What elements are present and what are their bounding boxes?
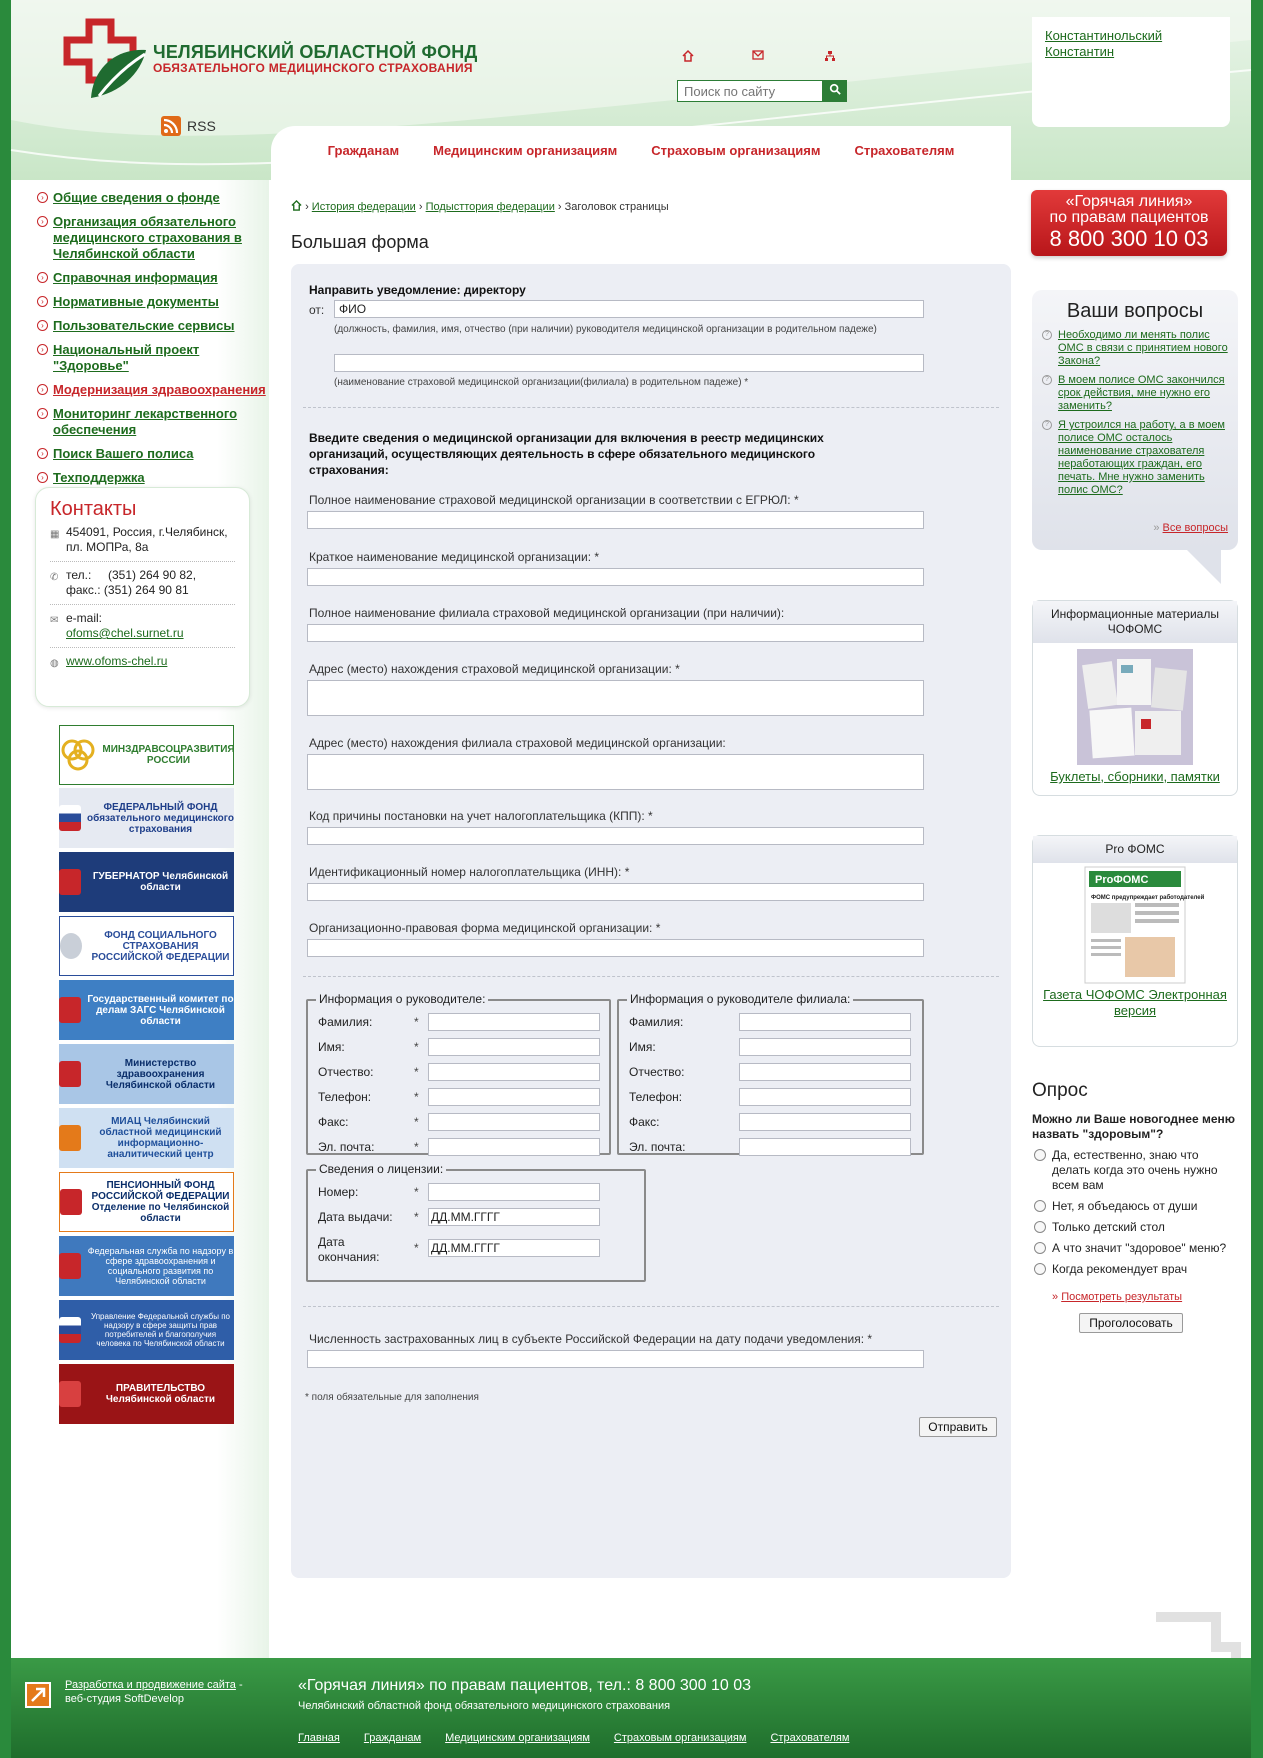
divider — [303, 1306, 999, 1307]
poll-option-label: А что значит "здоровое" меню? — [1052, 1241, 1227, 1255]
row-label: Эл. почта: — [318, 1140, 375, 1154]
site-link[interactable]: www.ofoms-chel.ru — [66, 654, 168, 668]
question-item — [1042, 329, 1228, 368]
contacts-title: Контакты — [50, 498, 137, 520]
required-star: * — [414, 1140, 419, 1154]
contacts-box — [35, 487, 250, 707]
arrow-icon: » — [1153, 522, 1160, 534]
from-label: от: — [309, 303, 325, 317]
divider — [303, 976, 999, 977]
info-materials-card — [1032, 600, 1238, 796]
banner-governor-text: ГУБЕРНАТОР Челябинской области — [92, 871, 229, 893]
coat-of-arms-icon — [59, 869, 81, 895]
footer-link-medical[interactable]: Медицинским организациям — [445, 1732, 590, 1744]
head-email-input[interactable] — [428, 1138, 600, 1156]
section-heading: Введите сведения о медицинской организации для включения в реестр медицинских организаций, осуществляющих деятельность в сфере обязательного медицинского страхования: — [309, 431, 824, 477]
footer-org: Челябинский областной фонд обязательного медицинского страхования — [298, 1700, 671, 1712]
leftnav-link-about[interactable]: Общие сведения о фонде — [53, 190, 220, 205]
leftnav-link-services[interactable]: Пользовательские сервисы — [53, 318, 235, 333]
banner-fss-text: ФОНД СОЦИАЛЬНОГО СТРАХОВАНИЯ РОССИЙСКОЙ ФЕДЕРАЦИИ — [91, 929, 230, 963]
required-star: * — [414, 1065, 419, 1079]
top-nav — [271, 126, 1011, 180]
banner-miac[interactable] — [59, 1108, 234, 1168]
banner-zags[interactable] — [59, 980, 234, 1040]
question-icon: ? — [1042, 375, 1052, 385]
hotline-title: «Горячая линия» — [1065, 193, 1193, 210]
f1-label: Полное наименование страховой медицинской организации в соответствии с ЕГРЮЛ: * — [309, 493, 799, 507]
results-icon: » — [1052, 1291, 1059, 1303]
right-column — [1032, 180, 1236, 1580]
vote-button[interactable]: Проголосовать — [1079, 1313, 1183, 1333]
all-questions — [1153, 522, 1228, 534]
brand-line-2: ОБЯЗАТЕЛЬНОГО МЕДИЦИНСКОГО СТРАХОВАНИЯ — [153, 61, 473, 75]
flag-icon — [59, 805, 81, 831]
breadcrumb — [291, 200, 669, 213]
notify-heading: Направить уведомление: директору — [309, 283, 526, 297]
leftnav-item — [37, 318, 267, 334]
home-icon[interactable] — [291, 200, 302, 211]
branch-name-input[interactable] — [307, 624, 924, 642]
banner-minzdrav[interactable] — [59, 725, 234, 785]
address-textarea[interactable] — [307, 680, 924, 716]
row-label: Отчество: — [629, 1065, 685, 1079]
row-label: Эл. почта: — [629, 1140, 686, 1154]
flag-icon — [59, 1317, 81, 1343]
poll-option[interactable] — [1032, 1220, 1238, 1235]
developer-credit — [65, 1678, 243, 1706]
leftnav-item — [37, 214, 267, 262]
pro-foms-card — [1032, 835, 1238, 1047]
fio-hint: (должность, фамилия, имя, отчество (при наличии) руководителя медицинской организации в родительном падеже) — [334, 324, 877, 335]
question-icon: ? — [1042, 330, 1052, 340]
banner-roszdravnadzor[interactable] — [59, 1236, 234, 1296]
leftnav-item — [37, 294, 267, 310]
head-fieldset — [306, 992, 611, 1155]
form-panel — [291, 264, 1011, 1578]
rss-link[interactable] — [161, 116, 216, 136]
leftnav-link-national-project[interactable]: Национальный проект "Здоровье" — [53, 342, 200, 373]
newspaper-link[interactable]: Газета ЧОФОМС Электронная версия — [1043, 987, 1227, 1018]
developer-sep: - — [235, 1679, 243, 1691]
row-label: Телефон: — [318, 1090, 372, 1104]
contacts-site — [50, 654, 235, 675]
crumb-sep: › — [305, 201, 309, 213]
row-label: Фамилия: — [318, 1015, 373, 1029]
required-star: * — [414, 1115, 419, 1129]
bullet-icon: › — [37, 344, 48, 355]
branch-patronymic-input[interactable] — [739, 1063, 911, 1081]
branch-surname-input[interactable] — [739, 1013, 911, 1031]
topnav-insurers[interactable]: Страхователям — [854, 143, 955, 158]
divider — [303, 407, 999, 408]
question-item — [1042, 374, 1228, 413]
footer-link-insurance[interactable]: Страховым организациям — [613, 1732, 747, 1744]
footer-nav — [298, 1732, 849, 1744]
banner-governor[interactable] — [59, 852, 234, 912]
f3-label: Полное наименование филиала страховой медицинской организации (при наличии): — [309, 606, 785, 620]
head-patronymic-input[interactable] — [428, 1063, 600, 1081]
leftnav-item — [37, 190, 267, 206]
contacts-address — [50, 525, 235, 562]
search-box — [677, 80, 847, 102]
branch-head-fieldset — [617, 992, 924, 1155]
crumb-current: Заголовок страницы — [564, 201, 669, 213]
radio-button[interactable] — [1034, 1200, 1046, 1212]
brand-line-1: ЧЕЛЯБИНСКИЙ ОБЛАСТНОЙ ФОНД — [153, 42, 478, 62]
banner-ffoms-text: ФЕДЕРАЛЬНЫЙ ФОНД обязательного медицинского страхования — [87, 801, 234, 835]
leftnav-link-policy-search[interactable]: Поиск Вашего полиса — [53, 446, 194, 461]
crumb-subhistory[interactable]: Подысттория федерации — [425, 201, 555, 213]
head-name-input[interactable] — [428, 1038, 600, 1056]
license-end-date-input[interactable]: ДД.ММ.ГГГГ — [428, 1239, 600, 1257]
leftnav-link-reference[interactable]: Справочная информация — [53, 270, 218, 285]
topnav-medical-orgs[interactable]: Медицинским организациям — [433, 143, 618, 158]
header — [11, 0, 1251, 180]
developer-link[interactable]: Разработка и продвижение сайта — [65, 1679, 236, 1691]
row-label: Номер: — [318, 1185, 359, 1199]
banner-zags-text: Государственный комитет по делам ЗАГС Челябинской области — [87, 993, 234, 1027]
row-label: Отчество: — [318, 1065, 374, 1079]
building-icon: ▦ — [50, 529, 60, 540]
poll — [1032, 1080, 1238, 1330]
question-link[interactable]: Необходимо ли менять полис ОМС в связи с принятием нового Закона? — [1058, 329, 1228, 367]
branch-name-input[interactable] — [739, 1038, 911, 1056]
org-hint: (наименование страховой медицинской организации(филиала) в родительном падеже) * — [334, 377, 749, 388]
leftnav-item — [37, 406, 267, 438]
required-star: * — [414, 1210, 419, 1224]
f5-label: Адрес (место) нахождения филиала страховой медицинской организации: — [309, 736, 726, 750]
question-icon: ? — [1042, 420, 1052, 430]
banner-government[interactable] — [59, 1364, 234, 1424]
banner-minzdrav-text: МИНЗДРАВСОЦРАЗВИТИЯ РОССИИ — [102, 744, 235, 766]
hotline-banner[interactable] — [1031, 190, 1227, 256]
row-label: Факс: — [629, 1115, 660, 1129]
crumb-history[interactable]: История федерации — [311, 201, 416, 213]
poll-results — [1052, 1291, 1238, 1303]
page-title: Большая форма — [291, 232, 429, 252]
banner-ffoms[interactable] — [59, 788, 234, 848]
email-label: e-mail: — [66, 611, 103, 625]
poll-option-label: Когда рекомендует врач — [1052, 1262, 1188, 1276]
poll-option-label: Нет, я объедаюсь от души — [1052, 1199, 1198, 1213]
banner-pfr-text: ПЕНСИОННЫЙ ФОНД РОССИЙСКОЙ ФЕДЕРАЦИИ Отделение по Челябинской области — [91, 1180, 230, 1224]
row-label: Имя: — [629, 1040, 656, 1054]
org-genitive-input[interactable] — [334, 354, 924, 372]
leftnav-item — [37, 342, 267, 374]
bullet-icon: › — [37, 216, 48, 227]
search-button[interactable] — [823, 80, 847, 102]
bullet-icon: › — [37, 320, 48, 331]
left-column — [11, 180, 269, 1660]
globe-icon: ◍ — [50, 658, 59, 669]
f2-label: Краткое наименование медицинской организации: * — [309, 550, 600, 564]
main-content — [281, 180, 1021, 1580]
info-card-link-wrap — [1033, 769, 1237, 785]
required-note: * поля обязательные для заполнения — [305, 1392, 479, 1403]
row-label: Дата выдачи: — [318, 1210, 393, 1224]
leftnav-item — [37, 382, 267, 398]
newspaper-masthead: ProФОМС — [1095, 874, 1149, 886]
poll-option[interactable] — [1032, 1148, 1238, 1193]
poll-title: Опрос — [1032, 1080, 1088, 1101]
question-link[interactable]: Я устроился на работу, а в моем полисе ОМС осталось наименование страхователя неработающих граждан, его печать. Мне нужно заменить полис ОМС? — [1058, 419, 1225, 496]
row-label: Факс: — [318, 1115, 349, 1129]
fss-emblem-icon — [60, 933, 82, 959]
branch-legend: Информация о руководителе филиала: — [627, 992, 853, 1006]
rss-label: RSS — [187, 118, 216, 134]
bullet-icon: › — [37, 192, 48, 203]
contacts-email — [50, 611, 235, 648]
leftnav-link-modernization[interactable]: Модернизация здравоохранения — [53, 382, 266, 397]
inn-input[interactable] — [307, 883, 924, 901]
head-legend: Информация о руководителе: — [316, 992, 488, 1006]
coat-of-arms-icon — [59, 1253, 81, 1279]
head-phone-input[interactable] — [428, 1088, 600, 1106]
developer-studio: веб-студия SoftDevelop — [65, 1693, 184, 1705]
crumb-sep: › — [557, 201, 562, 213]
all-questions-link[interactable]: Все вопросы — [1162, 522, 1228, 534]
banner-pfr[interactable] — [59, 1172, 234, 1232]
footer-hotline: «Горячая линия» по правам пациентов, тел.: 8 800 300 10 03 — [298, 1677, 751, 1694]
banner-rospotrebnadzor-text: Управление Федеральной службы по надзору в сфере защиты прав потребителей и благополучия человека по Челябинской области — [91, 1312, 230, 1348]
search-input[interactable] — [677, 80, 823, 102]
poll-option[interactable] — [1032, 1241, 1238, 1256]
questions-title: Ваши вопросы — [1066, 300, 1204, 322]
fax-text: факс.: (351) 264 90 81 — [66, 583, 189, 597]
miac-logo-icon — [59, 1125, 81, 1151]
coat-of-arms-icon — [59, 997, 81, 1023]
page — [11, 0, 1251, 1758]
banner-fss[interactable] — [59, 916, 234, 976]
license-fieldset — [306, 1162, 646, 1282]
newspaper-image[interactable] — [1085, 867, 1205, 983]
bullet-icon: › — [37, 296, 48, 307]
f6-label: Код причины постановки на учет налогоплательщика (КПП): * — [309, 809, 653, 823]
bullet-icon: › — [37, 384, 48, 395]
mail-icon: ✉ — [50, 615, 59, 626]
head-fax-input[interactable] — [428, 1113, 600, 1131]
pro-foms-link-wrap — [1033, 987, 1237, 1019]
poll-results-link[interactable]: Посмотреть результаты — [1061, 1291, 1183, 1303]
bullet-icon: › — [37, 448, 48, 459]
user-panel — [1032, 17, 1230, 127]
topnav-insurance-orgs[interactable]: Страховым организациям — [651, 143, 821, 158]
left-nav — [37, 190, 267, 494]
fio-input[interactable]: ФИО — [334, 300, 924, 318]
rss-icon — [161, 116, 181, 136]
booklets-image[interactable] — [1077, 649, 1193, 765]
short-name-input[interactable] — [307, 568, 924, 586]
license-issue-date-input[interactable]: ДД.ММ.ГГГГ — [428, 1208, 600, 1226]
phone-icon: ✆ — [50, 572, 59, 583]
hotline-phone: 8 800 300 10 03 — [1049, 226, 1209, 251]
branch-fax-input[interactable] — [739, 1113, 911, 1131]
logo — [61, 18, 151, 106]
row-label: Имя: — [318, 1040, 345, 1054]
studio-logo-icon — [25, 1682, 51, 1708]
question-link[interactable]: В моем полисе ОМС закончился срок действия, мне нужно его заменить? — [1058, 374, 1225, 412]
radio-button[interactable] — [1034, 1149, 1046, 1161]
branch-address-textarea[interactable] — [307, 754, 924, 790]
question-item — [1042, 419, 1228, 497]
banner-government-text: ПРАВИТЕЛЬСТВО Челябинской области — [105, 1383, 216, 1405]
leftnav-link-normative[interactable]: Нормативные документы — [53, 294, 219, 309]
footer-link-citizens[interactable]: Гражданам — [363, 1732, 422, 1744]
mail-icon[interactable] — [751, 50, 765, 62]
info-card-title: Информационные материалы ЧОФОМС — [1033, 601, 1237, 643]
count-label: Численность застрахованных лиц в субъекте Российской Федерации на дату подачи уведомления: * — [309, 1332, 873, 1346]
submit-button[interactable]: Отправить — [919, 1417, 997, 1437]
branch-email-input[interactable] — [739, 1138, 911, 1156]
footer-link-home[interactable]: Главная — [298, 1732, 340, 1744]
crumb-sep: › — [418, 201, 423, 213]
address-text: 454091, Россия, г.Челябинск, пл. МОПРа, 8а — [66, 525, 228, 554]
leftnav-link-monitoring[interactable]: Мониторинг лекарственного обеспечения — [53, 406, 238, 437]
user-name-link[interactable]: Константинольский Константин — [1045, 28, 1163, 59]
banner-rospotrebnadzor[interactable] — [59, 1300, 234, 1360]
leftnav-link-organization[interactable]: Организация обязательного медицинского страхования в Челябинской области — [53, 214, 242, 261]
row-label: Фамилия: — [629, 1015, 684, 1029]
speech-tail — [1187, 550, 1221, 584]
bullet-icon: › — [37, 272, 48, 283]
license-legend: Сведения о лицензии: — [316, 1162, 446, 1176]
pro-foms-title: Pro ФОМС — [1033, 836, 1237, 863]
poll-option[interactable] — [1032, 1262, 1238, 1277]
topnav-citizens[interactable]: Гражданам — [327, 143, 400, 158]
leftnav-item — [37, 270, 267, 286]
email-link[interactable]: ofoms@chel.surnet.ru — [66, 626, 184, 640]
full-name-input[interactable] — [307, 511, 924, 529]
coat-of-arms-icon — [59, 1061, 81, 1087]
kpp-input[interactable] — [307, 827, 924, 845]
leftnav-item — [37, 470, 267, 486]
rings-icon — [58, 738, 98, 772]
head-surname-input[interactable] — [428, 1013, 600, 1031]
branch-phone-input[interactable] — [739, 1088, 911, 1106]
search-icon — [829, 83, 841, 95]
license-number-input[interactable] — [428, 1183, 600, 1201]
required-star: * — [414, 1040, 419, 1054]
required-star: * — [414, 1015, 419, 1029]
banner-minzdrav-chel-text: Министерство здравоохранения Челябинской области — [105, 1057, 216, 1091]
home-icon[interactable] — [681, 50, 695, 62]
banner-miac-text: МИАЦ Челябинский областной медицинский информационно-аналитический центр — [99, 1116, 222, 1160]
leftnav-item — [37, 446, 267, 462]
poll-option[interactable] — [1032, 1199, 1238, 1214]
radio-button[interactable] — [1034, 1263, 1046, 1275]
footer — [11, 1658, 1251, 1758]
coat-of-arms-icon — [59, 1381, 81, 1407]
f4-label: Адрес (место) нахождения страховой медицинской организации: * — [309, 662, 680, 676]
leftnav-link-support[interactable]: Техподдержка — [53, 470, 145, 485]
banner-minzdrav-chel[interactable] — [59, 1044, 234, 1104]
required-star: * — [414, 1241, 419, 1255]
insured-count-input[interactable] — [307, 1350, 924, 1368]
phone-text: тел.: (351) 264 90 82, — [66, 568, 197, 582]
f7-label: Идентификационный номер налогоплательщика (ИНН): * — [309, 865, 630, 879]
bullet-icon: › — [37, 408, 48, 419]
sitemap-icon[interactable] — [823, 50, 837, 62]
required-star: * — [414, 1185, 419, 1199]
poll-option-label: Да, естественно, знаю что делать когда это очень нужно всем вам — [1052, 1148, 1218, 1192]
row-label: Дата окончания: — [318, 1235, 380, 1264]
bullet-icon: › — [37, 472, 48, 483]
contacts-phone — [50, 568, 235, 605]
hotline-subtitle: по правам пациентов — [1049, 209, 1209, 226]
footer-link-insurers[interactable]: Страхователям — [770, 1732, 850, 1744]
newspaper-headline: ФОМС предупреждает работодателей — [1091, 895, 1205, 901]
banner-roszdravnadzor-text: Федеральная служба по надзору в сфере здравоохранения и социального развития по Челябинской области — [87, 1246, 234, 1286]
booklets-link[interactable]: Буклеты, сборники, памятки — [1050, 769, 1220, 784]
pfr-logo-icon — [60, 1189, 82, 1215]
poll-option-label: Только детский стол — [1052, 1220, 1165, 1234]
radio-button[interactable] — [1034, 1221, 1046, 1233]
row-label: Телефон: — [629, 1090, 683, 1104]
f8-label: Организационно-правовая форма медицинской организации: * — [309, 921, 661, 935]
legal-form-input[interactable] — [307, 939, 924, 957]
required-star: * — [414, 1090, 419, 1104]
radio-button[interactable] — [1034, 1242, 1046, 1254]
poll-question: Можно ли Ваше новогоднее меню назвать "здоровым"? — [1032, 1112, 1236, 1141]
questions-box — [1032, 290, 1238, 550]
